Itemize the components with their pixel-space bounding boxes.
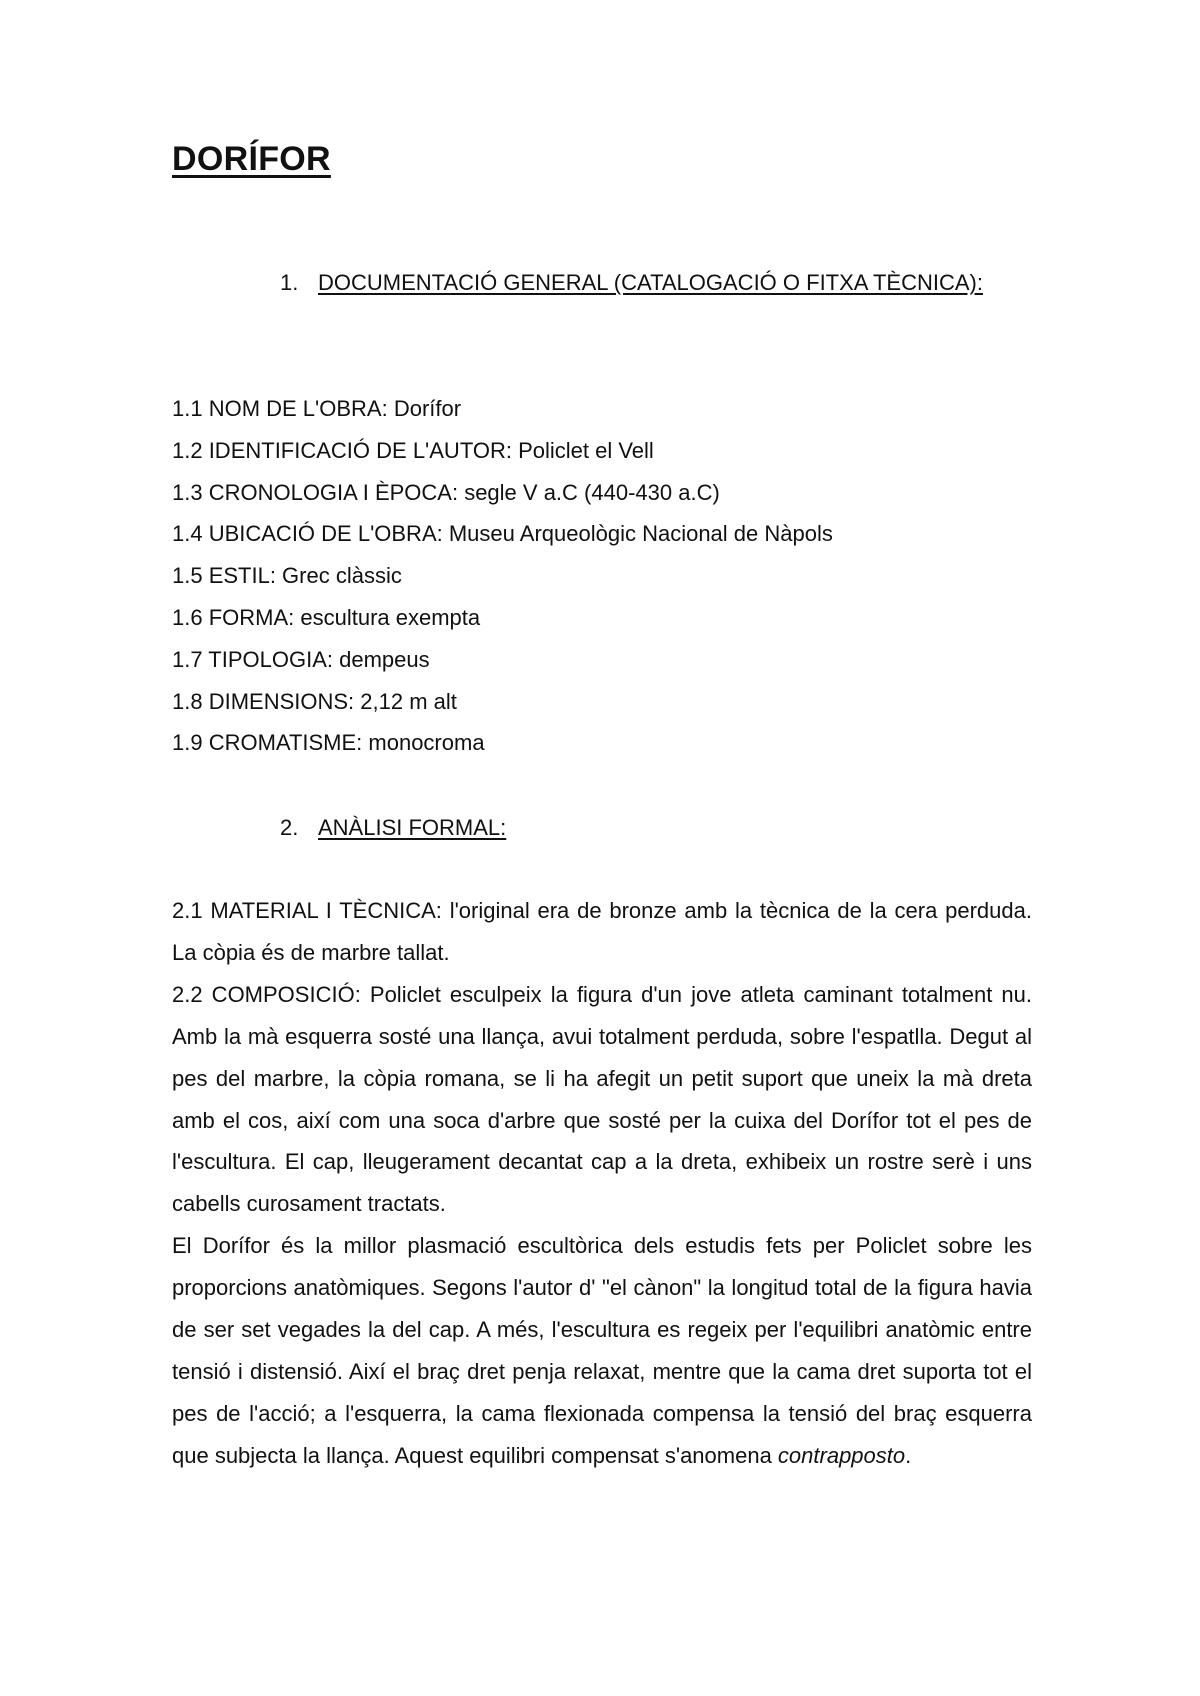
catalog-item-style: 1.5 ESTIL: Grec clàssic [172,563,402,589]
section-heading-formal-analysis [280,808,1034,848]
catalog-item-author: 1.2 IDENTIFICACIÓ DE L'AUTOR: Policlet el Vell [172,437,654,463]
document-title: DORÍFOR [172,140,331,178]
section-number: 2. [280,815,299,840]
catalog-item-chronology: 1.3 CRONOLOGIA I ÈPOCA: segle V a.C (440-430 a.C) [172,479,720,505]
canon-paragraph [172,1225,1032,1476]
catalog-item-typology: 1.7 TIPOLOGIA: dempeus [172,646,430,672]
catalog-item-form: 1.6 FORMA: escultura exempta [172,604,481,630]
section-number: 1. [280,270,299,295]
catalog-item-chromatism: 1.9 CROMATISME: monocroma [172,730,485,756]
catalog-item-dimensions: 1.8 DIMENSIONS: 2,12 m alt [172,688,457,714]
section-title: ANÀLISI FORMAL: [318,815,507,840]
catalog-item-name: 1.1 NOM DE L'OBRA: Dorífor [172,396,462,421]
catalog-item-location: 1.4 UBICACIÓ DE L'OBRA: Museu Arqueològic Nacional de Nàpols [172,521,833,547]
canon-text: El Dorífor és la millor plasmació escultòrica dels estudis fets per Policlet sobre les proporcions anatòmiques. Segons l'autor d' "el cànon" la longitud total de la figura havia de ser set vegades la del cap. A més, l'escultura es regeix per l'equilibri anatòmic entre tensió i distensió. Així el braç dret penja relaxat, mentre que la cama dret suporta tot el pes de l'acció; a l'esquerra, la cama flexionada compensa la tensió del braç esquerra que subjecta la llança. Aquest equilibri compensat s'anomena [172,1233,1032,1468]
material-paragraph: 2.1 MATERIAL I TÈCNICA: l'original era de bronze amb la tècnica de la cera perduda. La còpia és de marbre tallat. [172,898,1032,965]
section-heading-general [280,263,1034,303]
canon-end: . [905,1442,912,1468]
section-title: DOCUMENTACIÓ GENERAL (CATALOGACIÓ O FITXA TÈCNICA): [318,270,983,295]
catalog-list [172,388,1032,764]
analysis-body [172,890,1032,1477]
contrapposto-term: contrapposto [777,1442,906,1468]
composition-paragraph: 2.2 COMPOSICIÓ: Policlet esculpeix la figura d'un jove atleta caminant totalment nu. Amb la mà esquerra sosté una llança, avui totalment perduda, sobre l'espatlla. Degut al pes del marbre, la còpia romana, se li ha afegit un petit suport que uneix la mà dreta amb el cos, així com una soca d'arbre que sosté per la cuixa del Dorífor tot el pes de l'escultura. El cap, lleugerament decantat cap a la dreta, exhibeix un rostre serè i uns cabells curosament tractats. [172,981,1032,1217]
